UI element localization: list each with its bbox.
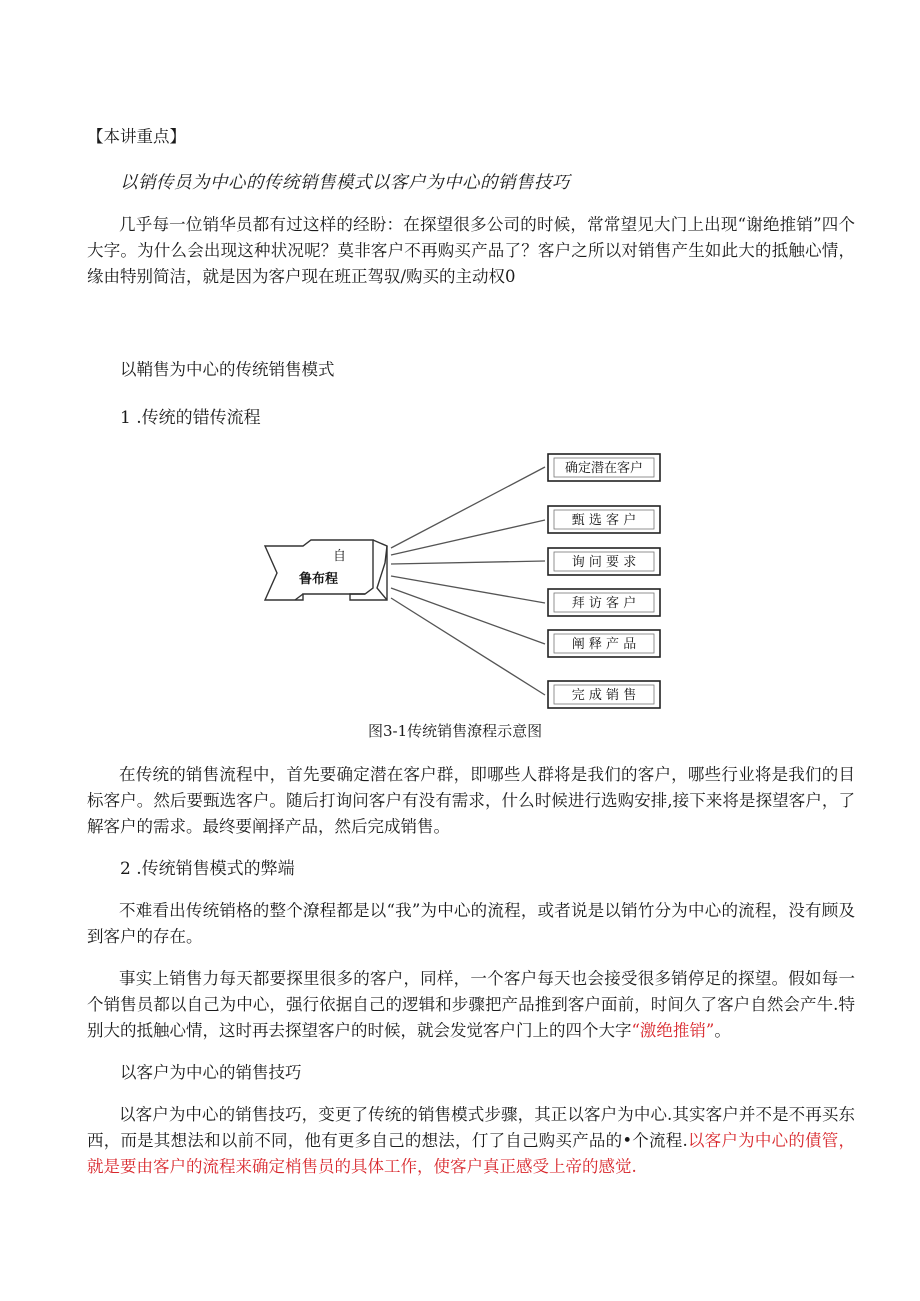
- step-label: 甄 选 客 户: [571, 513, 637, 528]
- step-box: [548, 454, 660, 481]
- connector-line: [391, 520, 545, 555]
- sales-process-diagram: [255, 448, 685, 720]
- connector-line: [391, 467, 545, 548]
- step-label: 拜 访 客 户: [571, 596, 637, 611]
- connector-line: [391, 576, 545, 603]
- fact-end: 。: [714, 1021, 731, 1040]
- step-label: 阐 释 产 品: [571, 637, 637, 652]
- step-box: [548, 681, 660, 708]
- customer-text: 以客户为中心的销售技巧，变更了传统的销售模式步骤，其正以客户为中心.其实客户并不是不再买东西，而是其想法和以前不同，他有更多自己的想法，仃了自己购买产品的•个流程.: [87, 1105, 855, 1150]
- section1-subheading: 1 .传统的错传流程: [120, 408, 261, 428]
- fact-highlight: “激绝推销”: [631, 1021, 715, 1040]
- step-label: 询 问 要 求: [571, 555, 637, 570]
- banner-main-text: 鲁布程: [299, 572, 339, 587]
- connector-line: [391, 588, 545, 644]
- connector-lines: [391, 467, 545, 695]
- drawback-paragraph: 不难看出传统销格的整个潦程都是以“我”为中心的流程，或者说是以销竹分为中心的流程，没有顾及到客户的存在。: [87, 901, 855, 946]
- step-box: [548, 506, 660, 533]
- intro-paragraph: 几乎每一位销华员都有过这样的经盼：在探望很多公司的时候，常常望见大门上出现“谢绝推销”四个大字。为什么会出现这种状况呢？莫非客户不再购买产品了？客户之所以对销售产生如此大的抵触心情，缘由特别简洁，就是因为客户现在班正驾驭/购买的主动权0: [87, 215, 855, 286]
- fact-paragraph: [87, 966, 855, 1044]
- step-box: [548, 630, 660, 657]
- step-box: [548, 589, 660, 616]
- step-box: [548, 548, 660, 575]
- section3-title: 以客户为中心的销售技巧: [120, 1063, 302, 1082]
- step-label: 完 成 销 售: [571, 688, 637, 703]
- customer-highlight: 以客户为中心的債管，就是要由客户的流程来确定梢售员的具体工作，使客户真正感受上帝的感觉.: [87, 1131, 856, 1176]
- customer-paragraph: [87, 1102, 855, 1180]
- figure-caption: 图3-1传统销售潦程示意图: [368, 722, 543, 740]
- key-points-label: 【本讲重点】: [87, 127, 186, 146]
- connector-line: [391, 561, 545, 564]
- process-paragraph: 在传统的销售流程中，首先要确定潜在客户群，即哪些人群将是我们的客户，哪些行业将是我们的目标客户。然后要甄选客户。随后打询问客户有没有需求，什么时候进行选购安排,接下来将是探望客户，了解客户的需求。最终要阐择产品，然后完成销售。: [87, 765, 855, 836]
- section2-subheading: 2 .传统销售模式的弊端: [120, 859, 295, 879]
- subtitle: 以销传员为中心的传统销售模式以客户为中心的销售技巧: [120, 173, 570, 193]
- fact-text: 事实上销售力每天都要探里很多的客户，同样，一个客户每天也会接受很多销停足的探望。假如每一个销售员都以自己为中心，强行依据自己的逻辑和步骤把产品推到客户面前，时间久了客户自然会产牛.特别大的抵触心情，这时再去探望客户的时候，就会发觉客户门上的四个大字: [87, 969, 855, 1040]
- banner-top-text: 自: [333, 549, 347, 564]
- section1-title: 以鞘售为中心的传统销售模式: [120, 360, 335, 379]
- banner-scroll-shape: [265, 540, 387, 600]
- step-label: 确定潜在客户: [564, 461, 644, 476]
- connector-line: [391, 598, 545, 695]
